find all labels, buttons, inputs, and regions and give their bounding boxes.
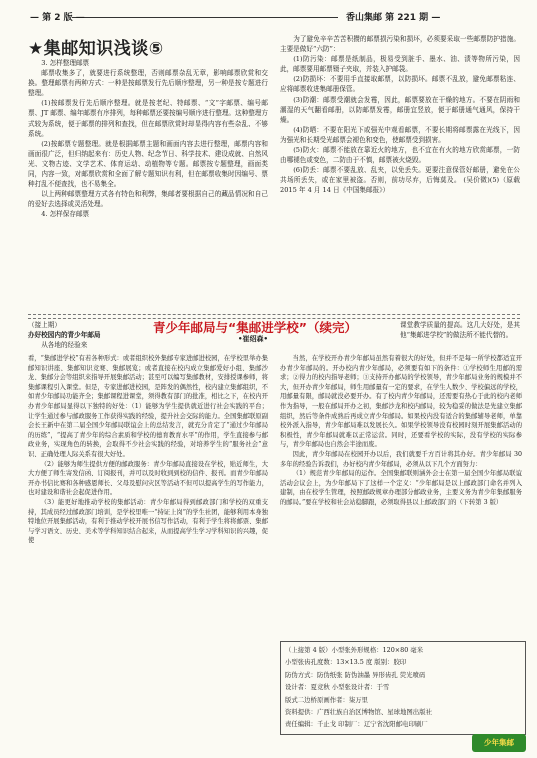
info-line: 资料提供：广西壮族自治区博物馆、星球地图出版社 [285, 708, 432, 717]
info-line: 小型张齿孔度数：13×13.5 度 版别：胶印 [285, 658, 407, 667]
paragraph: (1)防污染：邮票是纸制品，极易受到脏手、墨水、油、渍等物所污染，因此，邮票要用邮票镊子夹取，并装入护邮袋。 [280, 55, 520, 74]
paragraph: 课堂教学质量的提高。这几大好处，是其他“集邮进学校”的做法所不能代替的。 [400, 321, 520, 340]
header-rule [72, 17, 338, 18]
info-line: （上接第 4 版）小型张外形规格：120×80 毫米 [285, 646, 424, 654]
paragraph: （2）能够为师生提供方便的邮政服务：青少年邮局直接设在学校，贴近师生，大大方便了师生寄发信函、订阅报刊，并可以及时收到到校的信件、报刊。而青少年邮局开办书信比赛和各种感恩师长、父母及慰问灾区等活动不但可以提高学生的写作能力，也对建设和谐社会起促进作用。 [28, 460, 268, 497]
paragraph: (1)按邮票发行先后顺序整理。就是按老纪、特邮票、“文”字邮票、编号邮票、JT 邮票、编年邮票有序排列，每种邮票还要按编号顺序进行整理。这种整理方式较为系统，便于邮票的排列和查找，但在邮票欣赏时却显得内容有些杂乱、不够系统。 [28, 99, 268, 138]
info-line: 责任编辑：千止戈 印制厂：辽宁省沈阳邮电印刷厂 [285, 720, 428, 729]
paragraph: (4)防晒：不要在阳光下或强光中观看邮票，不要长期将邮票露在光线下，因为强光和长期受光邮票会褪色和变色，使邮票受到损害。 [280, 125, 520, 144]
info-line: 版式二边桥原画作者：柒万里 [285, 695, 369, 704]
article2-left-column [28, 354, 268, 546]
stamp-info-box [280, 641, 526, 735]
sub-heading: 办好校园内的青少年邮局 [28, 331, 101, 340]
paragraph: (2)按邮票专题整理。就是根据邮票主题和画面内容去进行整理，邮票内容和画面很广泛，但归纳起来有：历史人物、纪念节日、科学技术、建设成就、自然风光、文物古迹、文学艺术、体育运动、动植物等专题。邮票按专题整理，画面类同，内容一致，对邮票欣赏和全面了解专题知识有利，但在邮票收集时因编号、票种打乱不便查找，也不易集全。 [28, 139, 268, 189]
paragraph: （3）能更好地推动学校的集邮活动：青少年邮局得到邮政部门和学校的双重支持，其成员经过邮政部门培训，是学校里唯一“持证上岗”的学生社团，能够利用本身独特地位开展集邮活动，有利于推动学校开展书信写作活动，有利于学生将将邮票、集邮与学习语文、历史、美术等学科知识结合起来，从而提高学生学习学科知识的兴趣，促使 [28, 498, 268, 545]
article2-right-column [280, 354, 522, 508]
info-line: 防伪方式：防伪纸张 防伪油墨 异形齿孔 荧光喷码 [285, 670, 426, 679]
magazine-logo: 少年集邮 [472, 734, 526, 752]
paragraph: (5)防火：邮票不能放在靠近火的地方，也不宜在有火的地方欣赏邮票，一防由哪褪色或变色，二防由于不慎，邮票被火烧毁。 [280, 146, 520, 165]
issue-label: 香山集邮 第 221 期 — [346, 13, 441, 23]
paragraph: 邮票收集多了，就要进行系统整理，否则邮票杂乱无章，影响邮票欣赏和交换。整理邮票有两种方式：一种是按邮票发行先后顺序整理，另一种是按专题进行整理。 [28, 69, 268, 98]
paragraph: 因此，青少年邮局在校园开办以后，我们就要千方百计将其办好。青少年邮局 30 多年的经验告诉我们，办好校内青少年邮局，必须从以下几个方面努力： [280, 450, 522, 468]
paragraph: （1）规范青少年邮局的运作。全国集邮联则涵外会士在第一届全国少年邮局联谊活动会议会上，为少年邮局下了这样一个定义：“少年邮局是以上邮政部门命名并列入建制，由在校学生管理，按照邮政规章办理部分邮政业务，主要义务为青少年集邮服务的邮局。”要在学校和社会站稳脚跟，必须取得县以上邮政部门的（下转第 3 版） [280, 470, 522, 506]
article-title: ★集邮知识浅谈⑤ [28, 39, 164, 59]
paragraph: 从各地的经验来 [41, 341, 88, 350]
article2-intro [28, 320, 110, 350]
article2-intro-right [400, 320, 520, 340]
page-header [0, 6, 537, 22]
paragraph: 当然，在学校开办青少年邮局虽然有着很大的好处，但并不是每一所学校都适宜开办青少年邮局的。开办校内青少年邮局，必须要有如下的条件：①学校师生用邮的需求；②得力的校内指导老师；③支持开办邮局的学校领导，青少年邮局业务的规模并不大，但开办青少年邮局，师生用邮量有一定的要求，在学生人数少、学校偏远的学校，用邮量有限，邮局就没必要开办。有了校内青少年邮局，还需要有热心于此的校内老师作为指导，一般在邮局开办之初，集邮沙龙和校内邮局，较为稳妥的做法是先建立集邮组织，然后等条件成熟后再成立青少年邮局。如果校内没有适合的集邮辅导老师，单靠校外派入指导，青少年邮局难以发展长久。如果学校领导没有校园时刻开展集邮活动的积极性，青少年邮局就难以正常运营。同时，还要看学校的实际，没有学校的实际参与，青少年邮局也自然会半途而废。 [280, 355, 522, 449]
info-line: 设计者：夏竞秋 小型张设计者：于雪 [285, 683, 390, 692]
section-heading: 3. 怎样整理邮票 [41, 59, 90, 67]
paragraph: (6)防丢：邮票不要乱放、乱夹，以免丢失。更要注意保管好邮册，避免在公共场所丢失，或在家里被盗。否则，前功尽弃，后悔莫及。 (吴价微)(5)（原载 2015 年 4 月 14 日《中国集邮报》） [280, 166, 520, 195]
article-left-column [28, 58, 268, 220]
author-byline: •崔绍森• [238, 335, 268, 343]
paragraph: 以上两种邮票整理方式各有特色和利弊，集邮者要根据自己的藏品情况和自己的爱好去选择或灵活处理。 [28, 190, 268, 209]
paragraph: (3)防潮：邮票受潮就会发霉，因此，邮票要放在干燥的地方。不要在阴雨和潮湿的天气翻看邮册，以防邮票发霉，邮册宜竖放，便于邮册通气通风，保持干燥。 [280, 95, 520, 124]
page-number: — 第 2 版 — [30, 13, 85, 23]
paragraph: 为了避免辛辛苦苦积攒的邮票损污染和损坏，必须要采取一些邮票防护措施。主要是做好“六防”： [280, 35, 520, 54]
paragraph: 看，“集邮进学校”有若各种形式：或者组织校外集邮专家进邮进校园，在学校里举办集邮知识讲座、集邮知识竞赛、集邮展览；或者直接在校内成立集邮爱好小组、集邮沙龙、集邮分会等组织来指导开展集邮活动；甚至可以编写集邮教材，安排授课参师，将集邮课程引入课堂。但是，专家进邮进校园，是阵发的偶然性，校内建立集邮组织，不如青少年邮局功能齐全；集邮课程进课堂，须得教有部门的批准，相比之下，在校内开办青少年邮局显得以下独特的好处：（1）能够为学生提供就近进行社会实践的平台；让学生通过参与邮政服务工作获得实践的经验，提升社会交际的能力。全国集邮联原副会长王新中在第二届全国少年邮局联谊会上的总结发言，就充分肯定了“通过少年邮局的历练”，“提高了青少年的综合素质和学校的德育教育水平”的作用，学生直接参与邮政业务，实现角色的转换，会取得不少社会实践的经验，对培养学生的“服务社会”意识、正确处理人际关系有很大好处。 [28, 355, 268, 458]
continued-note: （接上期） [28, 321, 61, 329]
article-right-column [280, 34, 520, 196]
section-heading: 4. 怎样保存邮票 [41, 210, 90, 219]
article-title: 青少年邮局与“集邮进学校”（续完） [153, 320, 357, 335]
paragraph: (2)防损坏：不要用手直接取邮票，以防损坏。邮票不乱放，避免邮票粘连、应将邮票收进集邮册保管。 [280, 75, 520, 94]
